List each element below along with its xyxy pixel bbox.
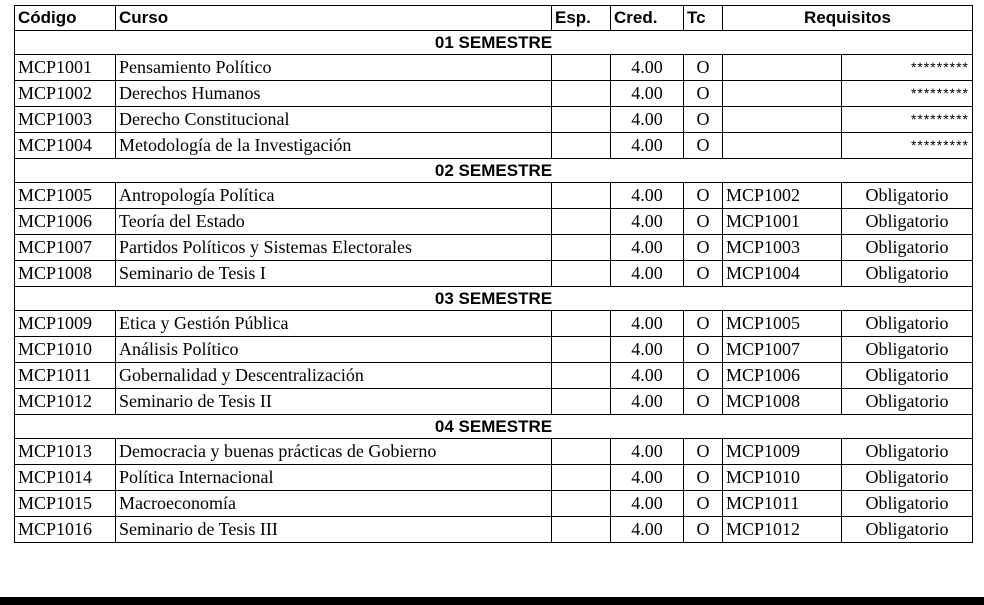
course-code: MCP1012 — [15, 389, 116, 415]
course-row — [15, 183, 973, 209]
course-credits: 4.00 — [611, 261, 684, 287]
course-esp — [552, 465, 611, 491]
course-row — [15, 439, 973, 465]
course-row — [15, 311, 973, 337]
course-requirement-code — [723, 133, 842, 159]
course-row — [15, 337, 973, 363]
course-requirement-code: MCP1012 — [723, 517, 842, 543]
semester-header-row — [15, 415, 973, 439]
course-code: MCP1006 — [15, 209, 116, 235]
course-name: Metodología de la Investigación — [116, 133, 552, 159]
semester-title: 04 SEMESTRE — [15, 415, 973, 439]
course-requirement-type: Obligatorio — [842, 183, 973, 209]
course-name: Análisis Político — [116, 337, 552, 363]
course-tc: O — [684, 235, 723, 261]
course-requirement-code: MCP1006 — [723, 363, 842, 389]
course-requirement-code: MCP1008 — [723, 389, 842, 415]
course-row — [15, 209, 973, 235]
course-code: MCP1003 — [15, 107, 116, 133]
course-esp — [552, 81, 611, 107]
course-code: MCP1008 — [15, 261, 116, 287]
course-name: Macroeconomía — [116, 491, 552, 517]
course-requirement-type: ********* — [842, 55, 973, 81]
semester-header-row — [15, 287, 973, 311]
course-credits: 4.00 — [611, 81, 684, 107]
course-code: MCP1013 — [15, 439, 116, 465]
course-requirement-code: MCP1009 — [723, 439, 842, 465]
course-name: Seminario de Tesis III — [116, 517, 552, 543]
course-tc: O — [684, 337, 723, 363]
course-credits: 4.00 — [611, 107, 684, 133]
course-requirement-type: ********* — [842, 107, 973, 133]
course-requirement-type: Obligatorio — [842, 465, 973, 491]
course-credits: 4.00 — [611, 363, 684, 389]
course-tc: O — [684, 133, 723, 159]
course-credits: 4.00 — [611, 439, 684, 465]
course-esp — [552, 337, 611, 363]
course-requirement-type: Obligatorio — [842, 389, 973, 415]
course-name: Antropología Política — [116, 183, 552, 209]
course-credits: 4.00 — [611, 517, 684, 543]
course-requirement-type: Obligatorio — [842, 337, 973, 363]
course-requirement-type: Obligatorio — [842, 439, 973, 465]
course-tc: O — [684, 363, 723, 389]
course-requirement-type: Obligatorio — [842, 517, 973, 543]
course-row — [15, 107, 973, 133]
course-tc: O — [684, 55, 723, 81]
course-name: Derecho Constitucional — [116, 107, 552, 133]
course-row — [15, 55, 973, 81]
course-credits: 4.00 — [611, 311, 684, 337]
course-row — [15, 133, 973, 159]
curriculum-table-container — [14, 5, 973, 543]
course-code: MCP1016 — [15, 517, 116, 543]
course-name: Democracia y buenas prácticas de Gobierno — [116, 439, 552, 465]
course-tc: O — [684, 261, 723, 287]
semester-title: 01 SEMESTRE — [15, 31, 973, 55]
course-tc: O — [684, 81, 723, 107]
course-name: Seminario de Tesis II — [116, 389, 552, 415]
course-tc: O — [684, 465, 723, 491]
course-tc: O — [684, 209, 723, 235]
course-tc: O — [684, 439, 723, 465]
header-credits: Cred. — [611, 6, 684, 31]
course-esp — [552, 491, 611, 517]
course-requirement-type: ********* — [842, 81, 973, 107]
header-requirements: Requisitos — [723, 6, 973, 31]
course-requirement-type: Obligatorio — [842, 209, 973, 235]
course-row — [15, 465, 973, 491]
course-esp — [552, 183, 611, 209]
course-name: Política Internacional — [116, 465, 552, 491]
course-credits: 4.00 — [611, 491, 684, 517]
course-requirement-type: Obligatorio — [842, 235, 973, 261]
course-esp — [552, 389, 611, 415]
course-code: MCP1001 — [15, 55, 116, 81]
course-requirement-code: MCP1007 — [723, 337, 842, 363]
course-name: Derechos Humanos — [116, 81, 552, 107]
course-tc: O — [684, 183, 723, 209]
course-esp — [552, 363, 611, 389]
course-esp — [552, 133, 611, 159]
course-esp — [552, 107, 611, 133]
course-code: MCP1010 — [15, 337, 116, 363]
header-course: Curso — [116, 6, 552, 31]
course-requirement-type: Obligatorio — [842, 363, 973, 389]
course-code: MCP1002 — [15, 81, 116, 107]
course-code: MCP1011 — [15, 363, 116, 389]
course-requirement-code: MCP1003 — [723, 235, 842, 261]
course-tc: O — [684, 107, 723, 133]
course-credits: 4.00 — [611, 337, 684, 363]
course-requirement-type: ********* — [842, 133, 973, 159]
course-credits: 4.00 — [611, 389, 684, 415]
course-row — [15, 517, 973, 543]
curriculum-table — [14, 5, 973, 543]
course-requirement-code — [723, 55, 842, 81]
course-name: Etica y Gestión Pública — [116, 311, 552, 337]
course-code: MCP1009 — [15, 311, 116, 337]
course-requirement-code — [723, 81, 842, 107]
course-code: MCP1015 — [15, 491, 116, 517]
course-credits: 4.00 — [611, 183, 684, 209]
bottom-border-bar — [0, 597, 984, 605]
course-code: MCP1004 — [15, 133, 116, 159]
course-code: MCP1014 — [15, 465, 116, 491]
course-row — [15, 389, 973, 415]
course-esp — [552, 439, 611, 465]
course-esp — [552, 235, 611, 261]
course-name: Gobernalidad y Descentralización — [116, 363, 552, 389]
course-esp — [552, 55, 611, 81]
course-requirement-type: Obligatorio — [842, 491, 973, 517]
course-row — [15, 81, 973, 107]
course-requirement-type: Obligatorio — [842, 261, 973, 287]
course-tc: O — [684, 311, 723, 337]
semester-header-row — [15, 31, 973, 55]
course-credits: 4.00 — [611, 235, 684, 261]
course-esp — [552, 517, 611, 543]
header-tc: Tc — [684, 6, 723, 31]
course-credits: 4.00 — [611, 55, 684, 81]
course-requirement-code: MCP1011 — [723, 491, 842, 517]
course-tc: O — [684, 389, 723, 415]
course-requirement-code: MCP1001 — [723, 209, 842, 235]
course-row — [15, 363, 973, 389]
course-requirement-code: MCP1004 — [723, 261, 842, 287]
course-requirement-code: MCP1005 — [723, 311, 842, 337]
header-code: Código — [15, 6, 116, 31]
course-credits: 4.00 — [611, 465, 684, 491]
header-row — [15, 6, 973, 31]
course-row — [15, 235, 973, 261]
course-esp — [552, 311, 611, 337]
course-esp — [552, 261, 611, 287]
course-row — [15, 261, 973, 287]
course-name: Partidos Políticos y Sistemas Electorales — [116, 235, 552, 261]
course-credits: 4.00 — [611, 133, 684, 159]
course-name: Pensamiento Político — [116, 55, 552, 81]
header-esp: Esp. — [552, 6, 611, 31]
course-requirement-code: MCP1002 — [723, 183, 842, 209]
course-requirement-code: MCP1010 — [723, 465, 842, 491]
course-name: Teoría del Estado — [116, 209, 552, 235]
semester-header-row — [15, 159, 973, 183]
course-requirement-code — [723, 107, 842, 133]
course-requirement-type: Obligatorio — [842, 311, 973, 337]
course-code: MCP1007 — [15, 235, 116, 261]
course-row — [15, 491, 973, 517]
semester-title: 02 SEMESTRE — [15, 159, 973, 183]
table-body — [15, 31, 973, 543]
course-tc: O — [684, 517, 723, 543]
course-tc: O — [684, 491, 723, 517]
course-name: Seminario de Tesis I — [116, 261, 552, 287]
course-esp — [552, 209, 611, 235]
course-code: MCP1005 — [15, 183, 116, 209]
semester-title: 03 SEMESTRE — [15, 287, 973, 311]
course-credits: 4.00 — [611, 209, 684, 235]
